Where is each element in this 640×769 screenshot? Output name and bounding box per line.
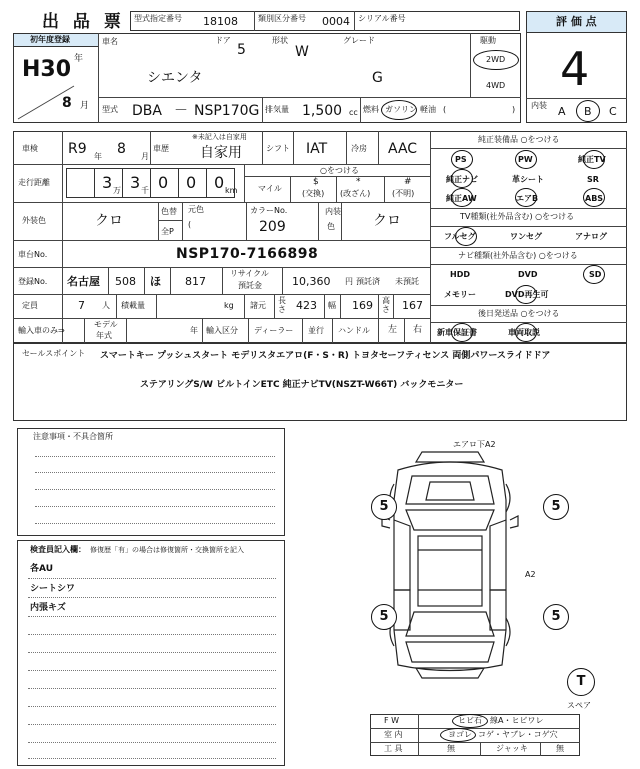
- a2-label: A2: [525, 570, 536, 579]
- plate-area: 名古屋: [67, 275, 100, 288]
- recycle-value: 10,360: [292, 275, 331, 288]
- capacity-label: 定員: [22, 301, 38, 310]
- import-label: 輸入車のみ⇒: [18, 326, 65, 335]
- dealer-option: ディーラー: [254, 326, 294, 335]
- mileage-digit: 0: [158, 173, 169, 192]
- drive-4wd: 4WD: [486, 81, 506, 90]
- not-deposited: 未預託: [395, 277, 419, 286]
- inspector-line-1: 各AU: [30, 564, 53, 574]
- equip-abs: ABS: [585, 194, 604, 203]
- legend-tools-val1: 無: [447, 744, 455, 753]
- import-kind-label: 輸入区分: [206, 326, 238, 335]
- ps-circle: [451, 150, 473, 169]
- equip-airbag: エアB: [516, 194, 539, 203]
- type-no-value: 18108: [203, 15, 238, 28]
- hash-sub: (不明): [392, 189, 415, 198]
- grade-label: グレード: [343, 36, 375, 45]
- equip-genuine-navi: 純正ナビ: [446, 175, 478, 184]
- model-prefix: DBA: [132, 103, 162, 119]
- navi-sd: SD: [589, 270, 602, 279]
- length-label: 長さ: [278, 296, 286, 314]
- model-year-label-line2: 年式: [96, 331, 112, 340]
- notes-label: 注意事項・不具合箇所: [33, 432, 113, 441]
- mileage-unit: 千: [141, 186, 149, 195]
- interior-grade-b: B: [584, 105, 592, 118]
- plate-number: 817: [185, 275, 206, 288]
- legend-tools-label: 工 具: [384, 744, 403, 753]
- model-dash: －: [174, 103, 188, 119]
- drive-label: 駆動: [480, 36, 496, 45]
- shape-label: 形状: [272, 36, 288, 45]
- notes-box: [17, 428, 285, 536]
- equip-genuine-aw: 純正AW: [446, 194, 477, 203]
- spare-label: スペア: [567, 701, 591, 710]
- sales-points-line1: スマートキー プッシュスタート モデリスタエアロ(F・S・R) トヨタセーフティセンス 両側パワースライドドア: [100, 351, 551, 361]
- mile-label: マイル: [258, 184, 282, 193]
- interior-grade-circle: [576, 100, 600, 122]
- displacement-unit: cc: [349, 108, 358, 117]
- warranty-circle: [451, 323, 473, 342]
- class-no-label: 類別区分番号: [258, 14, 306, 23]
- navi-hdd: HDD: [450, 270, 470, 279]
- car-name-value: シエンタ: [147, 70, 203, 86]
- capacity-unit: 人: [102, 301, 110, 310]
- class-no-value: 0004: [322, 15, 350, 28]
- tire-rear-left: 5: [371, 604, 397, 630]
- full-paint-label: 全P: [161, 227, 174, 236]
- interior-color-value: クロ: [373, 213, 401, 229]
- dvd-play-circle: [515, 285, 537, 304]
- ac-label: 冷房: [351, 144, 367, 153]
- fuel-paren-close: ): [512, 105, 516, 114]
- capacity-value: 7: [78, 299, 85, 312]
- equip-pw: PW: [518, 155, 533, 164]
- mileage-label: 走行距離: [18, 178, 50, 187]
- height-value: 167: [402, 299, 423, 312]
- history-value: 自家用: [200, 145, 242, 161]
- chassis-label: 車台No.: [18, 250, 48, 259]
- interior-color-sub: 色: [327, 222, 335, 231]
- color-value: クロ: [95, 213, 123, 229]
- type-no-label: 型式指定番号: [134, 14, 182, 23]
- displacement-value: 1,500: [302, 103, 343, 119]
- shape-value: W: [295, 44, 309, 60]
- plate-label: 登録No.: [18, 277, 48, 286]
- first-reg-divider: [14, 46, 98, 123]
- inspector-label: 検査員記入欄：: [30, 545, 86, 554]
- model-code: NSP170G: [194, 103, 260, 119]
- first-reg-year-unit: 年: [74, 54, 84, 64]
- inspection-year-unit: 年: [94, 152, 102, 161]
- parallel-option: 並行: [308, 326, 324, 335]
- legend-room-circle: [440, 728, 476, 742]
- color-label: 外装色: [22, 216, 46, 225]
- sd-circle: [583, 265, 605, 284]
- model-year-unit: 年: [190, 326, 198, 335]
- equip-leather: 革シート: [512, 175, 544, 184]
- interior-color-label: 内装: [325, 207, 341, 216]
- star-sub: (改ざん): [340, 189, 371, 198]
- sales-points-label: セールスポイント: [22, 349, 86, 358]
- inspector-line-2: シートシワ: [30, 584, 76, 594]
- mileage-digit: 3: [130, 173, 141, 192]
- first-reg-year: H30: [22, 57, 72, 82]
- tv-analog: アナログ: [575, 232, 607, 241]
- original-color-paren: (: [188, 220, 192, 229]
- score-value: 4: [560, 42, 590, 96]
- legend-fw-circled: ヒビ石: [458, 716, 482, 725]
- inspection-r: R9: [68, 141, 87, 157]
- tire-rear-right: 5: [543, 604, 569, 630]
- legend-tools-val3: 無: [556, 744, 564, 753]
- recycle-label-line2: 預託金: [238, 281, 262, 290]
- door-value: 5: [237, 42, 246, 58]
- inspector-line-3: 内張キズ: [30, 603, 66, 613]
- legend-room-rest: コゲ・ヤブレ・コゲ穴: [478, 730, 558, 739]
- serial-label: シリアル番号: [358, 14, 406, 23]
- spare-tire: T: [567, 668, 595, 696]
- mileage-digit: 0: [186, 173, 197, 192]
- steering-left: 左: [388, 325, 398, 335]
- genuine-navi-circle: [451, 169, 473, 188]
- inspector-label-note: 修復歴「有」の場合は修復箇所・交換箇所を記入: [90, 546, 244, 554]
- car-diagram: [360, 440, 540, 685]
- pw-circle: [515, 150, 537, 169]
- first-reg-label: 初年度登録: [30, 35, 70, 44]
- navi-memory: メモリー: [444, 290, 476, 299]
- history-note: ※未記入は自家用: [192, 133, 247, 141]
- legend-fw-label: F W: [384, 716, 400, 725]
- original-color-label: 元色: [188, 205, 204, 214]
- inspection-month: 8: [117, 141, 126, 157]
- navi-dvd: DVD: [518, 270, 538, 279]
- equip-ps: PS: [455, 155, 467, 164]
- inspection-month-unit: 月: [141, 152, 149, 161]
- shift-label: シフト: [266, 144, 290, 153]
- inspector-box: [17, 540, 285, 766]
- dims-label: 諸元: [250, 301, 266, 310]
- shift-value: IAT: [306, 141, 328, 157]
- tv-type-label: TV種類(社外品含む) ○をつける: [460, 212, 575, 221]
- docs-label: 後日発送品 ○をつける: [478, 309, 560, 318]
- interior-grade-label: 内装: [531, 101, 547, 110]
- doc-manual: 車両取説: [508, 328, 540, 337]
- recycle-unit: 円: [345, 277, 353, 286]
- model-label: 型式: [102, 105, 118, 114]
- navi-dvd-playback: DVD再生可: [505, 290, 549, 299]
- steering-label: ハンドル: [338, 326, 370, 335]
- fuel-light: 軽油: [420, 105, 436, 114]
- plate-kana: ほ: [150, 275, 161, 288]
- equip-sr: SR: [587, 175, 599, 184]
- mileage-digit: 0: [214, 173, 225, 192]
- sales-points-line2: ステアリングS/W ビルトインETC 純正ナビTV(NSZT-W66T) バックモニター: [140, 380, 464, 390]
- load-unit: kg: [224, 301, 234, 310]
- manual-circle: [515, 323, 537, 342]
- recycle-label-line1: リサイクル: [230, 269, 269, 278]
- displacement-label: 排気量: [265, 105, 289, 114]
- abs-circle: [583, 188, 605, 207]
- mileage-digit: 3: [102, 173, 113, 192]
- legend-room-label: 室 内: [384, 730, 403, 739]
- interior-grade-c: C: [609, 105, 617, 118]
- deposited: 預託済: [356, 277, 380, 286]
- genuine-tv-circle: [583, 150, 605, 169]
- load-label: 積載量: [121, 301, 145, 310]
- tire-front-left: 5: [371, 494, 397, 520]
- color-no-label: カラーNo.: [250, 206, 288, 215]
- genuine-aw-circle: [451, 188, 473, 207]
- width-value: 169: [352, 299, 373, 312]
- first-reg-month: 8: [62, 95, 72, 111]
- airbag-circle: [515, 188, 537, 207]
- equip-genuine-tv: 純正TV: [578, 155, 606, 164]
- legend-tools-val2: ジャッキ: [496, 744, 528, 753]
- genuine-equip-label: 純正装備品 ○をつける: [478, 135, 560, 144]
- tv-fullseg: フルセグ: [444, 232, 476, 241]
- door-label: ドア: [215, 36, 231, 45]
- length-value: 423: [296, 299, 317, 312]
- plate-class: 508: [115, 275, 136, 288]
- legend-fw-rest: 線A・ヒビワレ: [490, 716, 544, 725]
- repaint-label: 色替: [161, 207, 177, 216]
- width-label: 幅: [328, 301, 336, 310]
- navi-type-label: ナビ種類(社外品含む) ○をつける: [458, 251, 578, 260]
- sheet-title: 出 品 票: [42, 12, 125, 32]
- first-reg-month-unit: 月: [80, 101, 90, 111]
- history-label: 車歴: [153, 144, 169, 153]
- grade-value: G: [372, 70, 383, 86]
- legend-room-circled: ヨゴレ: [448, 730, 472, 739]
- tire-front-right: 5: [543, 494, 569, 520]
- mileage-digit-box: [66, 168, 95, 198]
- ac-value: AAC: [388, 141, 418, 157]
- mileage-unit: km: [225, 186, 238, 195]
- star-mark: *: [356, 177, 361, 187]
- doc-warranty: 新車保証書: [437, 328, 477, 337]
- chassis-value: NSP170-7166898: [176, 246, 319, 262]
- hash-mark: #: [404, 177, 412, 187]
- steering-right: 右: [413, 325, 423, 335]
- height-label: 高さ: [382, 296, 390, 314]
- dollar-sub: (交換): [302, 189, 325, 198]
- tv-oneseg: ワンセグ: [510, 232, 542, 241]
- fuel-label: 燃料: [363, 105, 379, 114]
- car-name-label: 車名: [102, 37, 118, 46]
- mark-note: ○をつける: [320, 166, 359, 175]
- aero-label: エアロ下A2: [453, 440, 496, 449]
- color-no-value: 209: [259, 219, 286, 235]
- interior-grade-a: A: [558, 105, 566, 118]
- fuel-paren-open: (: [443, 105, 447, 114]
- score-label: 評 価 点: [556, 15, 597, 28]
- fuel-gasoline: ガソリン: [385, 105, 417, 114]
- drive-2wd: 2WD: [486, 55, 506, 64]
- inspection-label: 車検: [22, 144, 38, 153]
- model-year-label-line1: モデル: [94, 320, 118, 329]
- dollar-mark: $: [313, 177, 319, 187]
- fullseg-circle: [455, 227, 477, 246]
- legend-fw-circle: [452, 714, 488, 728]
- mileage-unit: 万: [113, 186, 121, 195]
